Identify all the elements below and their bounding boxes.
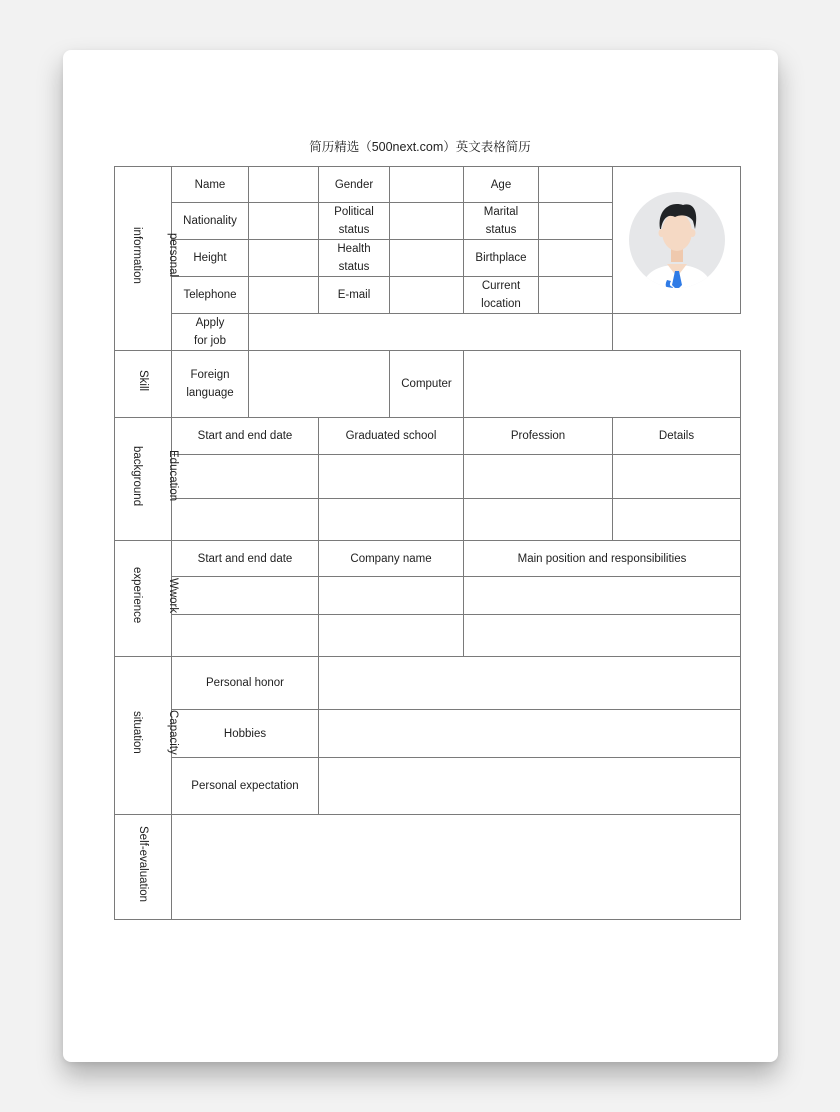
age-label: Age: [464, 167, 539, 203]
work-row1-date-field[interactable]: [172, 577, 319, 615]
work-row2-position-field[interactable]: [464, 615, 741, 657]
marital-status-label: Marital status: [464, 203, 539, 240]
work-row1-position-field[interactable]: [464, 577, 741, 615]
work-header-company: Company name: [319, 541, 464, 577]
current-location-field[interactable]: [539, 277, 613, 314]
section-personal-information: personal information: [115, 167, 172, 351]
personal-expectation-label: Personal expectation: [172, 758, 319, 815]
health-status-field[interactable]: [390, 240, 464, 277]
birthplace-field[interactable]: [539, 240, 613, 277]
personal-honor-field[interactable]: [319, 657, 741, 710]
avatar-icon: [627, 185, 727, 295]
nationality-label: Nationality: [172, 203, 249, 240]
name-label: Name: [172, 167, 249, 203]
political-status-label: Political status: [319, 203, 390, 240]
personal-expectation-field[interactable]: [319, 758, 741, 815]
apply-for-job-label: Apply for job: [172, 314, 249, 351]
gender-label: Gender: [319, 167, 390, 203]
computer-label: Computer: [390, 351, 464, 418]
height-label: Height: [172, 240, 249, 277]
resume-table: [114, 166, 741, 920]
work-header-position: Main position and responsibilities: [464, 541, 741, 577]
education-row1-details-field[interactable]: [613, 455, 741, 499]
education-header-profession: Profession: [464, 418, 613, 455]
education-row1-date-field[interactable]: [172, 455, 319, 499]
section-work-experience: Wwork experience: [115, 541, 172, 657]
birthplace-label: Birthplace: [464, 240, 539, 277]
email-label: E-mail: [319, 277, 390, 314]
document-title: 简历精选（500next.com）英文表格简历: [309, 140, 531, 154]
work-header-date: Start and end date: [172, 541, 319, 577]
health-status-label: Health status: [319, 240, 390, 277]
email-field[interactable]: [390, 277, 464, 314]
telephone-label: Telephone: [172, 277, 249, 314]
current-location-label: Current location: [464, 277, 539, 314]
section-self-evaluation: Self-evaluation: [115, 815, 172, 920]
section-capacity-situation: Capacity situation: [115, 657, 172, 815]
education-header-details: Details: [613, 418, 741, 455]
section-skill: Skill: [115, 351, 172, 418]
computer-field[interactable]: [464, 351, 741, 418]
political-status-field[interactable]: [390, 203, 464, 240]
work-row1-company-field[interactable]: [319, 577, 464, 615]
hobbies-label: Hobbies: [172, 710, 319, 758]
personal-honor-label: Personal honor: [172, 657, 319, 710]
education-row2-school-field[interactable]: [319, 499, 464, 541]
education-row2-profession-field[interactable]: [464, 499, 613, 541]
nationality-field[interactable]: [249, 203, 319, 240]
apply-for-job-field[interactable]: [249, 314, 613, 351]
education-header-date: Start and end date: [172, 418, 319, 455]
gender-field[interactable]: [390, 167, 464, 203]
education-header-school: Graduated school: [319, 418, 464, 455]
work-row2-company-field[interactable]: [319, 615, 464, 657]
marital-status-field[interactable]: [539, 203, 613, 240]
education-row1-profession-field[interactable]: [464, 455, 613, 499]
self-evaluation-field[interactable]: [172, 815, 741, 920]
height-field[interactable]: [249, 240, 319, 277]
photo-cell: [613, 167, 741, 314]
education-row2-details-field[interactable]: [613, 499, 741, 541]
work-row2-date-field[interactable]: [172, 615, 319, 657]
hobbies-field[interactable]: [319, 710, 741, 758]
education-row2-date-field[interactable]: [172, 499, 319, 541]
age-field[interactable]: [539, 167, 613, 203]
name-field[interactable]: [249, 167, 319, 203]
foreign-language-label: Foreign language: [172, 351, 249, 418]
education-row1-school-field[interactable]: [319, 455, 464, 499]
section-education-background: Education background: [115, 418, 172, 541]
foreign-language-field[interactable]: [249, 351, 390, 418]
telephone-field[interactable]: [249, 277, 319, 314]
